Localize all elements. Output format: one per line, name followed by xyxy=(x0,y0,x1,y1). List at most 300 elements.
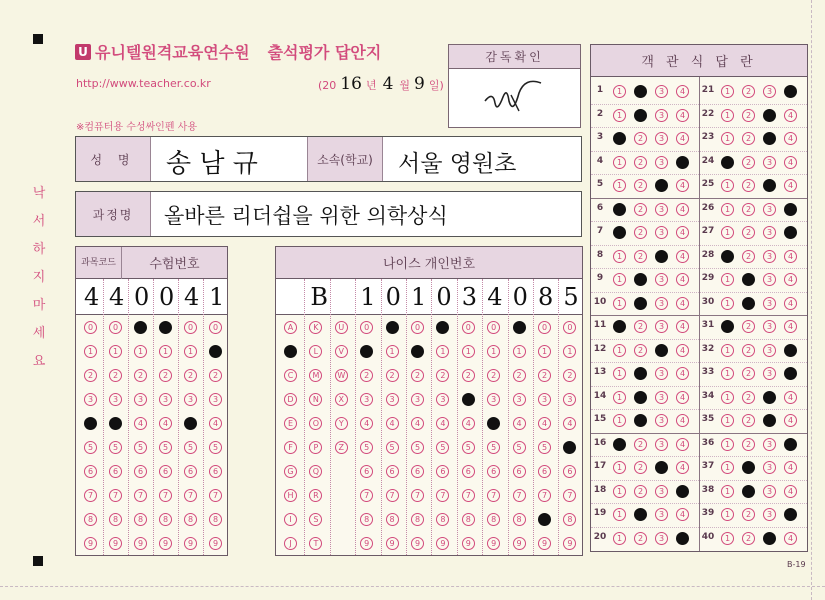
course-code-bubble[interactable]: 4 xyxy=(209,417,222,430)
neis-letter-bubble[interactable]: L xyxy=(309,345,322,358)
neis-letter-bubble[interactable]: X xyxy=(335,393,348,406)
course-code-bubble[interactable]: 5 xyxy=(109,441,122,454)
answer-bubble[interactable] xyxy=(634,414,647,427)
course-code-bubble[interactable]: 0 xyxy=(209,321,222,334)
neis-digit-bubble[interactable]: 1 xyxy=(513,345,526,358)
neis-digit-bubble[interactable]: 9 xyxy=(411,537,424,550)
answer-bubble[interactable]: 2 xyxy=(634,156,647,169)
answer-bubble[interactable]: 2 xyxy=(742,179,755,192)
answer-bubble[interactable]: 4 xyxy=(784,485,797,498)
neis-digit-bubble[interactable]: 8 xyxy=(436,513,449,526)
answer-bubble[interactable] xyxy=(676,485,689,498)
neis-digit-bubble[interactable]: 7 xyxy=(563,489,576,502)
neis-digit-bubble[interactable]: 1 xyxy=(538,345,551,358)
neis-digit-bubble[interactable]: 5 xyxy=(411,441,424,454)
answer-bubble[interactable]: 1 xyxy=(613,414,626,427)
neis-digit-bubble[interactable]: 7 xyxy=(386,489,399,502)
answer-bubble[interactable]: 3 xyxy=(763,461,776,474)
course-code-bubble[interactable]: 8 xyxy=(209,513,222,526)
answer-bubble[interactable] xyxy=(763,132,776,145)
neis-letter-bubble[interactable]: S xyxy=(309,513,322,526)
answer-bubble[interactable] xyxy=(634,109,647,122)
answer-bubble[interactable]: 4 xyxy=(784,320,797,333)
neis-digit-bubble[interactable]: 0 xyxy=(462,321,475,334)
neis-digit-bubble[interactable] xyxy=(436,321,449,334)
neis-digit-bubble[interactable]: 5 xyxy=(386,441,399,454)
answer-bubble[interactable]: 3 xyxy=(763,297,776,310)
course-code-bubble[interactable] xyxy=(134,321,147,334)
answer-bubble[interactable] xyxy=(763,414,776,427)
neis-letter-bubble[interactable]: D xyxy=(284,393,297,406)
neis-digit-bubble[interactable]: 3 xyxy=(360,393,373,406)
course-code-bubble[interactable]: 1 xyxy=(109,345,122,358)
neis-digit-bubble[interactable]: 8 xyxy=(462,513,475,526)
answer-bubble[interactable]: 4 xyxy=(676,179,689,192)
neis-letter-bubble[interactable]: V xyxy=(335,345,348,358)
answer-bubble[interactable]: 3 xyxy=(655,320,668,333)
neis-letter-bubble[interactable]: R xyxy=(309,489,322,502)
neis-letter-bubble[interactable]: Z xyxy=(335,441,348,454)
neis-digit-bubble[interactable]: 3 xyxy=(436,393,449,406)
answer-bubble[interactable]: 3 xyxy=(763,156,776,169)
neis-digit-bubble[interactable]: 6 xyxy=(411,465,424,478)
course-code-bubble[interactable]: 3 xyxy=(134,393,147,406)
course-code-bubble[interactable]: 9 xyxy=(184,537,197,550)
answer-bubble[interactable]: 4 xyxy=(676,367,689,380)
course-code-bubble[interactable]: 5 xyxy=(134,441,147,454)
answer-bubble[interactable]: 3 xyxy=(655,367,668,380)
neis-digit-bubble[interactable]: 6 xyxy=(513,465,526,478)
neis-digit-bubble[interactable]: 2 xyxy=(411,369,424,382)
neis-letter-bubble[interactable]: P xyxy=(309,441,322,454)
answer-bubble[interactable] xyxy=(634,273,647,286)
course-code-bubble[interactable]: 2 xyxy=(134,369,147,382)
neis-digit-bubble[interactable]: 6 xyxy=(386,465,399,478)
answer-bubble[interactable] xyxy=(721,156,734,169)
course-code-bubble[interactable]: 1 xyxy=(159,345,172,358)
neis-digit-bubble[interactable]: 6 xyxy=(487,465,500,478)
answer-bubble[interactable]: 4 xyxy=(676,226,689,239)
answer-bubble[interactable]: 4 xyxy=(676,461,689,474)
course-code-bubble[interactable]: 9 xyxy=(134,537,147,550)
answer-bubble[interactable] xyxy=(676,532,689,545)
neis-letter-bubble[interactable]: H xyxy=(284,489,297,502)
course-code-bubble[interactable]: 6 xyxy=(159,465,172,478)
course-code-bubble[interactable]: 3 xyxy=(109,393,122,406)
answer-bubble[interactable]: 3 xyxy=(655,273,668,286)
answer-bubble[interactable] xyxy=(742,461,755,474)
course-code-bubble[interactable]: 9 xyxy=(159,537,172,550)
course-code-bubble[interactable]: 7 xyxy=(159,489,172,502)
answer-bubble[interactable]: 1 xyxy=(613,391,626,404)
answer-bubble[interactable]: 1 xyxy=(721,391,734,404)
answer-bubble[interactable]: 2 xyxy=(742,414,755,427)
course-code-bubble[interactable]: 3 xyxy=(184,393,197,406)
neis-digit-bubble[interactable] xyxy=(411,345,424,358)
course-code-bubble[interactable]: 7 xyxy=(109,489,122,502)
neis-digit-bubble[interactable]: 7 xyxy=(436,489,449,502)
answer-bubble[interactable]: 3 xyxy=(763,508,776,521)
course-code-bubble[interactable] xyxy=(184,417,197,430)
course-code-bubble[interactable]: 8 xyxy=(134,513,147,526)
answer-bubble[interactable]: 1 xyxy=(721,109,734,122)
answer-bubble[interactable]: 1 xyxy=(721,203,734,216)
answer-bubble[interactable]: 4 xyxy=(784,179,797,192)
neis-digit-bubble[interactable]: 2 xyxy=(436,369,449,382)
answer-bubble[interactable]: 3 xyxy=(655,532,668,545)
neis-digit-bubble[interactable]: 6 xyxy=(462,465,475,478)
neis-digit-bubble[interactable]: 4 xyxy=(538,417,551,430)
answer-bubble[interactable]: 2 xyxy=(742,438,755,451)
answer-bubble[interactable]: 2 xyxy=(742,226,755,239)
answer-bubble[interactable]: 4 xyxy=(676,320,689,333)
answer-bubble[interactable]: 1 xyxy=(721,532,734,545)
answer-bubble[interactable] xyxy=(613,132,626,145)
neis-digit-bubble[interactable]: 0 xyxy=(538,321,551,334)
neis-letter-bubble[interactable]: K xyxy=(309,321,322,334)
answer-bubble[interactable] xyxy=(721,250,734,263)
course-code-bubble[interactable]: 3 xyxy=(159,393,172,406)
neis-digit-bubble[interactable] xyxy=(513,321,526,334)
answer-bubble[interactable]: 1 xyxy=(613,367,626,380)
course-code-bubble[interactable]: 9 xyxy=(109,537,122,550)
answer-bubble[interactable] xyxy=(784,367,797,380)
answer-bubble[interactable]: 4 xyxy=(676,414,689,427)
answer-bubble[interactable]: 4 xyxy=(676,273,689,286)
answer-bubble[interactable] xyxy=(763,532,776,545)
course-code-bubble[interactable]: 2 xyxy=(84,369,97,382)
answer-bubble[interactable]: 3 xyxy=(655,203,668,216)
neis-digit-bubble[interactable]: 9 xyxy=(513,537,526,550)
neis-digit-bubble[interactable] xyxy=(538,513,551,526)
answer-bubble[interactable]: 3 xyxy=(655,132,668,145)
neis-digit-bubble[interactable]: 2 xyxy=(487,369,500,382)
answer-bubble[interactable] xyxy=(742,273,755,286)
neis-digit-bubble[interactable]: 7 xyxy=(360,489,373,502)
course-code-bubble[interactable]: 8 xyxy=(109,513,122,526)
answer-bubble[interactable]: 2 xyxy=(742,203,755,216)
neis-letter-bubble[interactable]: T xyxy=(309,537,322,550)
answer-bubble[interactable] xyxy=(634,297,647,310)
neis-digit-bubble[interactable]: 1 xyxy=(487,345,500,358)
neis-digit-bubble[interactable]: 5 xyxy=(513,441,526,454)
answer-bubble[interactable] xyxy=(634,85,647,98)
answer-bubble[interactable]: 3 xyxy=(655,109,668,122)
answer-bubble[interactable]: 3 xyxy=(655,438,668,451)
neis-digit-bubble[interactable]: 9 xyxy=(462,537,475,550)
answer-bubble[interactable]: 4 xyxy=(676,297,689,310)
answer-bubble[interactable]: 3 xyxy=(763,85,776,98)
answer-bubble[interactable]: 4 xyxy=(784,109,797,122)
answer-bubble[interactable] xyxy=(784,203,797,216)
neis-digit-bubble[interactable]: 2 xyxy=(538,369,551,382)
neis-letter-bubble[interactable]: M xyxy=(309,369,322,382)
answer-bubble[interactable] xyxy=(634,391,647,404)
answer-bubble[interactable] xyxy=(655,344,668,357)
neis-digit-bubble[interactable]: 3 xyxy=(513,393,526,406)
answer-bubble[interactable]: 2 xyxy=(634,132,647,145)
neis-digit-bubble[interactable] xyxy=(386,321,399,334)
course-code-bubble[interactable]: 1 xyxy=(84,345,97,358)
answer-bubble[interactable] xyxy=(742,297,755,310)
answer-bubble[interactable]: 2 xyxy=(742,508,755,521)
answer-bubble[interactable]: 2 xyxy=(634,485,647,498)
answer-bubble[interactable]: 4 xyxy=(784,273,797,286)
neis-letter-bubble[interactable]: N xyxy=(309,393,322,406)
answer-bubble[interactable]: 3 xyxy=(655,226,668,239)
answer-bubble[interactable]: 3 xyxy=(763,273,776,286)
answer-bubble[interactable]: 2 xyxy=(742,320,755,333)
answer-bubble[interactable] xyxy=(613,203,626,216)
answer-bubble[interactable]: 3 xyxy=(763,367,776,380)
answer-bubble[interactable]: 2 xyxy=(634,226,647,239)
neis-digit-bubble[interactable]: 1 xyxy=(462,345,475,358)
answer-bubble[interactable] xyxy=(784,438,797,451)
neis-digit-bubble[interactable]: 3 xyxy=(386,393,399,406)
answer-bubble[interactable]: 4 xyxy=(784,532,797,545)
answer-bubble[interactable]: 1 xyxy=(613,532,626,545)
answer-bubble[interactable]: 1 xyxy=(721,85,734,98)
neis-digit-bubble[interactable] xyxy=(360,345,373,358)
answer-bubble[interactable]: 2 xyxy=(634,320,647,333)
answer-bubble[interactable]: 1 xyxy=(721,508,734,521)
answer-bubble[interactable]: 3 xyxy=(655,485,668,498)
answer-bubble[interactable] xyxy=(634,367,647,380)
answer-bubble[interactable]: 3 xyxy=(763,203,776,216)
answer-bubble[interactable]: 3 xyxy=(763,226,776,239)
answer-bubble[interactable] xyxy=(613,226,626,239)
answer-bubble[interactable]: 1 xyxy=(613,179,626,192)
answer-bubble[interactable]: 4 xyxy=(784,156,797,169)
answer-bubble[interactable]: 1 xyxy=(613,109,626,122)
neis-digit-bubble[interactable]: 4 xyxy=(513,417,526,430)
course-code-bubble[interactable] xyxy=(84,417,97,430)
answer-bubble[interactable] xyxy=(655,179,668,192)
answer-bubble[interactable] xyxy=(676,156,689,169)
neis-digit-bubble[interactable]: 9 xyxy=(386,537,399,550)
course-code-bubble[interactable]: 0 xyxy=(184,321,197,334)
neis-digit-bubble[interactable]: 8 xyxy=(386,513,399,526)
neis-letter-bubble[interactable]: O xyxy=(309,417,322,430)
neis-digit-bubble[interactable] xyxy=(487,417,500,430)
answer-bubble[interactable]: 3 xyxy=(763,320,776,333)
course-code-bubble[interactable]: 5 xyxy=(159,441,172,454)
course-code-bubble[interactable]: 4 xyxy=(159,417,172,430)
answer-bubble[interactable]: 4 xyxy=(784,250,797,263)
answer-bubble[interactable]: 1 xyxy=(613,156,626,169)
course-code-bubble[interactable]: 8 xyxy=(184,513,197,526)
answer-bubble[interactable] xyxy=(784,226,797,239)
answer-bubble[interactable]: 3 xyxy=(763,438,776,451)
answer-bubble[interactable]: 4 xyxy=(784,414,797,427)
course-code-bubble[interactable]: 3 xyxy=(209,393,222,406)
neis-digit-bubble[interactable]: 4 xyxy=(411,417,424,430)
answer-bubble[interactable] xyxy=(613,320,626,333)
answer-bubble[interactable] xyxy=(742,485,755,498)
neis-digit-bubble[interactable]: 2 xyxy=(386,369,399,382)
answer-bubble[interactable]: 3 xyxy=(763,250,776,263)
answer-bubble[interactable]: 1 xyxy=(613,85,626,98)
answer-bubble[interactable]: 1 xyxy=(613,297,626,310)
answer-bubble[interactable]: 1 xyxy=(721,226,734,239)
neis-digit-bubble[interactable] xyxy=(462,393,475,406)
neis-digit-bubble[interactable]: 4 xyxy=(386,417,399,430)
answer-bubble[interactable]: 1 xyxy=(721,367,734,380)
neis-digit-bubble[interactable]: 1 xyxy=(563,345,576,358)
answer-bubble[interactable]: 2 xyxy=(742,391,755,404)
neis-digit-bubble[interactable]: 5 xyxy=(462,441,475,454)
answer-bubble[interactable]: 4 xyxy=(676,203,689,216)
answer-bubble[interactable]: 1 xyxy=(613,508,626,521)
course-code-bubble[interactable]: 1 xyxy=(134,345,147,358)
neis-digit-bubble[interactable]: 8 xyxy=(360,513,373,526)
neis-digit-bubble[interactable]: 2 xyxy=(513,369,526,382)
course-code-bubble[interactable]: 6 xyxy=(109,465,122,478)
answer-bubble[interactable]: 2 xyxy=(634,438,647,451)
answer-bubble[interactable] xyxy=(655,250,668,263)
neis-letter-bubble[interactable]: A xyxy=(284,321,297,334)
answer-bubble[interactable]: 2 xyxy=(742,367,755,380)
neis-digit-bubble[interactable]: 4 xyxy=(462,417,475,430)
neis-digit-bubble[interactable]: 1 xyxy=(436,345,449,358)
course-code-bubble[interactable]: 2 xyxy=(209,369,222,382)
course-code-bubble[interactable]: 6 xyxy=(209,465,222,478)
course-code-bubble[interactable]: 0 xyxy=(109,321,122,334)
answer-bubble[interactable]: 3 xyxy=(655,156,668,169)
neis-digit-bubble[interactable]: 7 xyxy=(487,489,500,502)
answer-bubble[interactable]: 1 xyxy=(721,414,734,427)
course-code-bubble[interactable]: 5 xyxy=(84,441,97,454)
neis-digit-bubble[interactable]: 2 xyxy=(360,369,373,382)
neis-letter-bubble[interactable]: F xyxy=(284,441,297,454)
course-code-bubble[interactable]: 7 xyxy=(134,489,147,502)
neis-digit-bubble[interactable]: 9 xyxy=(436,537,449,550)
answer-bubble[interactable]: 3 xyxy=(655,414,668,427)
neis-digit-bubble[interactable]: 5 xyxy=(360,441,373,454)
neis-digit-bubble[interactable]: 3 xyxy=(411,393,424,406)
course-code-bubble[interactable] xyxy=(109,417,122,430)
neis-letter-bubble[interactable]: U xyxy=(335,321,348,334)
answer-bubble[interactable]: 4 xyxy=(784,297,797,310)
neis-digit-bubble[interactable]: 3 xyxy=(487,393,500,406)
answer-bubble[interactable]: 1 xyxy=(721,179,734,192)
neis-digit-bubble[interactable]: 3 xyxy=(538,393,551,406)
answer-bubble[interactable]: 2 xyxy=(634,250,647,263)
answer-bubble[interactable]: 3 xyxy=(763,485,776,498)
course-code-bubble[interactable] xyxy=(159,321,172,334)
answer-bubble[interactable]: 4 xyxy=(784,461,797,474)
neis-digit-bubble[interactable] xyxy=(563,441,576,454)
course-code-bubble[interactable]: 7 xyxy=(84,489,97,502)
neis-digit-bubble[interactable]: 2 xyxy=(462,369,475,382)
answer-bubble[interactable] xyxy=(721,320,734,333)
answer-bubble[interactable]: 3 xyxy=(655,85,668,98)
neis-digit-bubble[interactable]: 6 xyxy=(563,465,576,478)
answer-bubble[interactable] xyxy=(784,344,797,357)
course-code-bubble[interactable]: 2 xyxy=(109,369,122,382)
answer-bubble[interactable] xyxy=(763,391,776,404)
neis-letter-bubble[interactable]: C xyxy=(284,369,297,382)
neis-digit-bubble[interactable]: 7 xyxy=(462,489,475,502)
neis-digit-bubble[interactable]: 2 xyxy=(563,369,576,382)
neis-digit-bubble[interactable]: 8 xyxy=(513,513,526,526)
course-code-bubble[interactable]: 8 xyxy=(159,513,172,526)
neis-digit-bubble[interactable]: 9 xyxy=(487,537,500,550)
answer-bubble[interactable] xyxy=(784,85,797,98)
answer-bubble[interactable] xyxy=(655,461,668,474)
neis-letter-bubble[interactable] xyxy=(284,345,297,358)
answer-bubble[interactable] xyxy=(784,508,797,521)
neis-letter-bubble[interactable]: I xyxy=(284,513,297,526)
answer-bubble[interactable]: 4 xyxy=(676,85,689,98)
course-code-bubble[interactable]: 1 xyxy=(184,345,197,358)
answer-bubble[interactable]: 1 xyxy=(721,132,734,145)
neis-letter-bubble[interactable]: Y xyxy=(335,417,348,430)
answer-bubble[interactable] xyxy=(763,179,776,192)
answer-bubble[interactable]: 2 xyxy=(742,344,755,357)
course-code-bubble[interactable]: 5 xyxy=(184,441,197,454)
answer-bubble[interactable]: 2 xyxy=(742,85,755,98)
course-code-bubble[interactable]: 9 xyxy=(209,537,222,550)
neis-digit-bubble[interactable]: 7 xyxy=(411,489,424,502)
neis-digit-bubble[interactable]: 0 xyxy=(563,321,576,334)
neis-digit-bubble[interactable]: 4 xyxy=(360,417,373,430)
neis-digit-bubble[interactable]: 7 xyxy=(538,489,551,502)
answer-bubble[interactable]: 3 xyxy=(655,391,668,404)
neis-digit-bubble[interactable]: 5 xyxy=(538,441,551,454)
neis-letter-bubble[interactable]: J xyxy=(284,537,297,550)
course-code-bubble[interactable]: 6 xyxy=(134,465,147,478)
answer-bubble[interactable]: 4 xyxy=(784,391,797,404)
neis-digit-bubble[interactable]: 9 xyxy=(563,537,576,550)
answer-bubble[interactable] xyxy=(613,438,626,451)
answer-bubble[interactable]: 2 xyxy=(634,203,647,216)
answer-bubble[interactable]: 2 xyxy=(742,156,755,169)
course-code-bubble[interactable]: 5 xyxy=(209,441,222,454)
answer-bubble[interactable]: 1 xyxy=(613,461,626,474)
course-code-bubble[interactable]: 7 xyxy=(209,489,222,502)
neis-digit-bubble[interactable]: 3 xyxy=(563,393,576,406)
answer-bubble[interactable]: 2 xyxy=(634,179,647,192)
answer-bubble[interactable] xyxy=(763,109,776,122)
neis-digit-bubble[interactable]: 0 xyxy=(487,321,500,334)
answer-bubble[interactable]: 2 xyxy=(634,532,647,545)
course-code-bubble[interactable]: 7 xyxy=(184,489,197,502)
neis-digit-bubble[interactable]: 8 xyxy=(411,513,424,526)
course-code-bubble[interactable]: 0 xyxy=(84,321,97,334)
answer-bubble[interactable] xyxy=(634,508,647,521)
neis-digit-bubble[interactable]: 6 xyxy=(538,465,551,478)
answer-bubble[interactable]: 2 xyxy=(742,132,755,145)
answer-bubble[interactable]: 4 xyxy=(676,250,689,263)
neis-digit-bubble[interactable]: 0 xyxy=(360,321,373,334)
answer-bubble[interactable]: 2 xyxy=(634,344,647,357)
course-code-bubble[interactable]: 6 xyxy=(184,465,197,478)
answer-bubble[interactable]: 2 xyxy=(742,109,755,122)
course-code-bubble[interactable]: 4 xyxy=(134,417,147,430)
answer-bubble[interactable]: 1 xyxy=(721,297,734,310)
neis-letter-bubble[interactable]: W xyxy=(335,369,348,382)
neis-letter-bubble[interactable]: Q xyxy=(309,465,322,478)
answer-bubble[interactable]: 4 xyxy=(676,132,689,145)
course-code-bubble[interactable]: 2 xyxy=(159,369,172,382)
answer-bubble[interactable]: 4 xyxy=(676,391,689,404)
neis-digit-bubble[interactable]: 9 xyxy=(360,537,373,550)
course-code-bubble[interactable]: 3 xyxy=(84,393,97,406)
neis-letter-bubble[interactable]: G xyxy=(284,465,297,478)
answer-bubble[interactable]: 3 xyxy=(655,508,668,521)
answer-bubble[interactable]: 2 xyxy=(742,250,755,263)
